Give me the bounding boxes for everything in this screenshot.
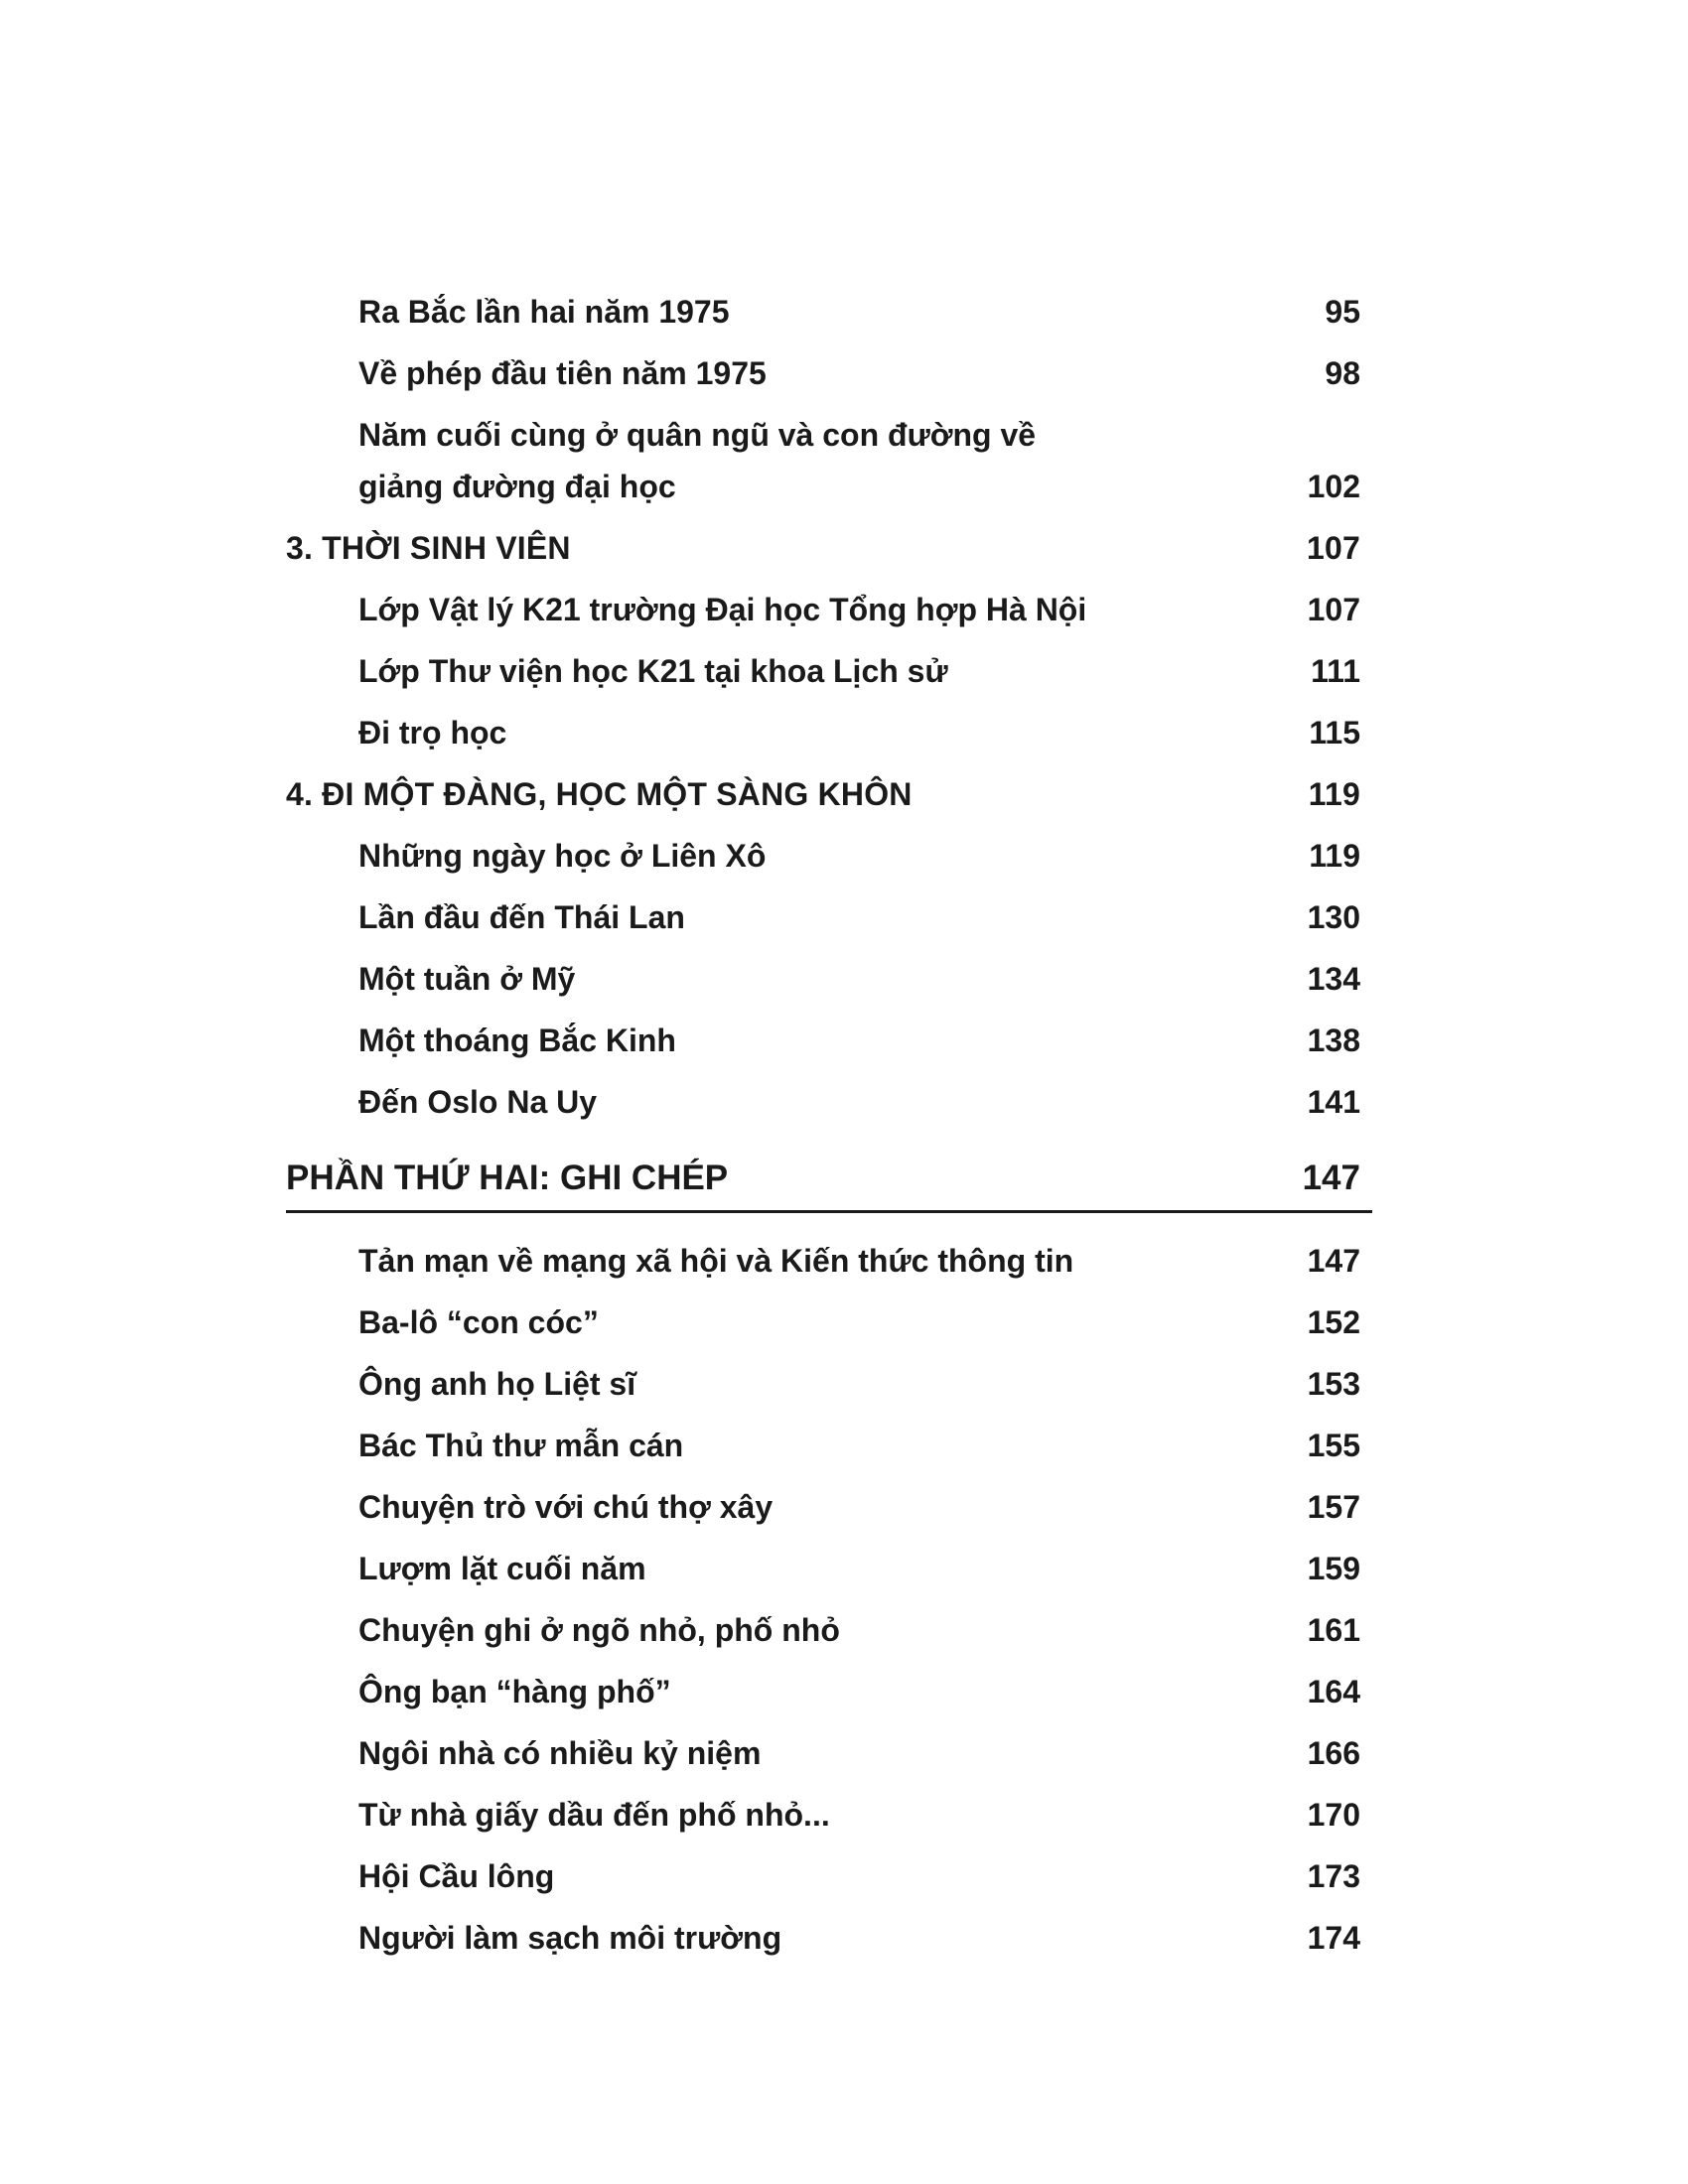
toc-entry-title: Bác Thủ thư mẫn cán [358, 1428, 684, 1463]
toc-entry [286, 1348, 1372, 1410]
toc-entry-title: Đi trọ học [358, 715, 507, 751]
toc-entry [286, 1717, 1372, 1779]
toc-entry-page: 111 [1311, 653, 1360, 689]
toc-entry [286, 1533, 1372, 1594]
toc-entry-title: Người làm sạch môi trường [358, 1920, 782, 1956]
toc-entry-title: Đến Oslo Na Uy [358, 1084, 598, 1120]
toc-entry [286, 1225, 1372, 1287]
toc-entry-title: Lần đầu đến Thái Lan [358, 899, 685, 935]
toc-entry-title: Về phép đầu tiên năm 1975 [358, 355, 767, 391]
toc-entry-title-line1: Năm cuối cùng ở quân ngũ và con đường về [358, 417, 1037, 453]
toc-part-heading [286, 1128, 1372, 1213]
toc-entry [286, 1471, 1372, 1533]
toc-entry-page: 161 [1307, 1612, 1360, 1648]
toc-entry-title: Chuyện trò với chú thợ xây [358, 1489, 774, 1525]
toc-entry [286, 635, 1372, 697]
toc-entry-title: Một tuần ở Mỹ [358, 961, 576, 997]
toc-entry-page: 159 [1307, 1551, 1360, 1586]
toc-entry-page: 95 [1325, 294, 1360, 330]
toc-entry-title: Ba-lô “con cóc” [358, 1304, 599, 1340]
toc-entry [286, 1410, 1372, 1471]
toc-entry-page: 138 [1307, 1023, 1360, 1058]
toc-entry-title: Ông bạn “hàng phố” [358, 1674, 671, 1709]
toc-entry-page: 115 [1309, 715, 1360, 751]
toc-entry [286, 276, 1372, 338]
toc-chapter [286, 512, 1372, 574]
toc-entry-title: Từ nhà giấy dầu đến phố nhỏ... [358, 1797, 830, 1833]
toc-entry-page: 102 [1307, 469, 1360, 504]
toc-entry-title: Lượm lặt cuối năm [358, 1551, 646, 1586]
toc-chapter-page: 119 [1308, 776, 1360, 812]
table-of-contents [286, 276, 1372, 1964]
toc-entry-page: 157 [1307, 1489, 1360, 1525]
toc-entry-page: 153 [1307, 1366, 1360, 1402]
toc-entry [286, 574, 1372, 635]
toc-entry-page: 130 [1307, 899, 1360, 935]
toc-entry-page: 147 [1307, 1243, 1360, 1279]
toc-entry [286, 1902, 1372, 1964]
toc-part-page: 147 [1302, 1159, 1360, 1197]
toc-entry-page: 119 [1309, 838, 1360, 874]
toc-entry-page: 170 [1307, 1797, 1360, 1833]
toc-entry-page: 141 [1307, 1084, 1360, 1120]
toc-entry-title: Ngôi nhà có nhiều kỷ niệm [358, 1735, 762, 1771]
toc-entry-page: 107 [1307, 592, 1360, 627]
toc-entry-title [358, 409, 1281, 512]
toc-entry-title: Ra Bắc lần hai năm 1975 [358, 294, 730, 330]
toc-entry-page: 155 [1307, 1428, 1360, 1463]
toc-entry-page: 152 [1307, 1304, 1360, 1340]
toc-entry-title: Tản mạn về mạng xã hội và Kiến thức thông tin [358, 1243, 1074, 1279]
toc-entry [286, 399, 1372, 512]
toc-entry-title: Ông anh họ Liệt sĩ [358, 1366, 636, 1402]
toc-entry [286, 1841, 1372, 1902]
toc-entry-page: 134 [1307, 961, 1360, 997]
toc-chapter [286, 758, 1372, 820]
toc-part-title: PHẦN THỨ HAI: GHI CHÉP [286, 1159, 729, 1197]
toc-entry-title: Lớp Thư viện học K21 tại khoa Lịch sử [358, 653, 948, 689]
toc-entry-title: Những ngày học ở Liên Xô [358, 838, 767, 874]
toc-entry-title: Hội Cầu lông [358, 1858, 555, 1894]
toc-entry [286, 1779, 1372, 1841]
toc-entry [286, 338, 1372, 399]
toc-entry [286, 882, 1372, 943]
toc-entry-page: 173 [1307, 1858, 1360, 1894]
toc-entry-title: Một thoáng Bắc Kinh [358, 1023, 676, 1058]
toc-entry [286, 1005, 1372, 1066]
toc-chapter-page: 107 [1307, 530, 1360, 566]
toc-entry [286, 1066, 1372, 1128]
toc-entry [286, 820, 1372, 882]
toc-entry [286, 943, 1372, 1005]
toc-entry-page: 166 [1307, 1735, 1360, 1771]
toc-chapter-title: 4. ĐI MỘT ĐÀNG, HỌC MỘT SÀNG KHÔN [286, 776, 913, 812]
toc-entry [286, 1287, 1372, 1348]
toc-entry-page: 174 [1307, 1920, 1360, 1956]
toc-entry-title-line2: giảng đường đại học [358, 469, 676, 504]
toc-entry [286, 697, 1372, 758]
toc-entry-title: Chuyện ghi ở ngõ nhỏ, phố nhỏ [358, 1612, 840, 1648]
toc-chapter-title: 3. THỜI SINH VIÊN [286, 530, 571, 566]
toc-entry-page: 98 [1325, 355, 1360, 391]
toc-entry [286, 1656, 1372, 1717]
toc-entry-page: 164 [1307, 1674, 1360, 1709]
toc-entry [286, 1594, 1372, 1656]
toc-entry-title: Lớp Vật lý K21 trường Đại học Tổng hợp Hà Nội [358, 592, 1087, 627]
